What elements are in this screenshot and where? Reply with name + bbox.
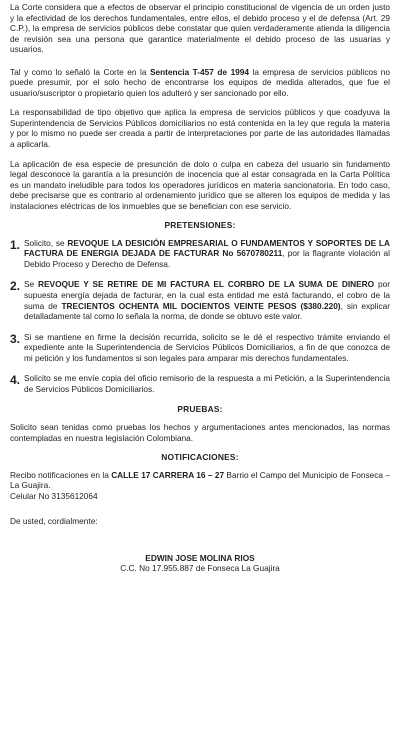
paragraph-pruebas: Solicito sean tenidas como pruebas los hechos y argumentaciones antes mencionados, las normas contempladas en nuestra legislación Colombiana. [10, 421, 390, 443]
pretensiones-heading: PRETENSIONES: [164, 220, 236, 231]
item-body: Si se mantiene en firme la decisión recurrida, solicito se le dé el respectivo trámite enviando el expediente ante la Superintendencia de Servicios Públicos Domiciliarios, a fin de que conozca de mi petición y los fundamentos si son legales para amparar mis derechos fundamentales. [24, 331, 390, 363]
pretension-item-4 [10, 373, 390, 394]
item-body [24, 279, 390, 321]
item-number: 3. [10, 331, 21, 346]
paragraph-sentencia-text-c: la empresa de servicios públicos no puede presumir, por el solo hecho de encontrarse los equipos de medida alterados, que fue el usuario/suscriptor o propietario quien los adulteró y ser sancionado por ello. [10, 66, 390, 98]
pruebas-heading: PRUEBAS: [177, 404, 223, 415]
paragraph-sentencia-text-a: Tal y como lo señaló la Corte en la [10, 66, 150, 77]
signer-name: EDWIN JOSE MOLINA RIOS [145, 552, 255, 563]
item-text: , por la flagrante violación al Debido Proceso y Derecho de Defensa. [24, 248, 390, 269]
paragraph-responsabilidad: La responsabilidad de tipo objetivo que aplica la empresa de servicios públicos y que coadyuva la Superintendencia de Servicios Públicos domiciliarios no está contenida en la ley que regula la materia y por lo mismo no puede ser creada a partir de interpretaciones por parte de las autoridades llamadas a aplicarla. [10, 107, 390, 150]
item-number: 4. [10, 373, 21, 388]
item-text: Solicito, se [24, 237, 68, 248]
item-bold-text: REVOQUE LA DESICIÓN EMPRESARIAL O FUNDAMENTOS Y SOPORTES DE LA FACTURA DE ENERGIA DEJADA DE FACTURAR No 5670780211 [24, 237, 390, 259]
sentencia-reference: Sentencia T-457 de 1994 [149, 66, 250, 77]
item-bold-amount: TRECIENTOS OCHENTA MIL DOCIENTOS VEINTE PESOS ($380.220) [61, 300, 341, 311]
paragraph-corte-considera: La Corte considera que a efectos de observar el principio constitucional de vigencia de un orden justo y la efectividad de los derechos fundamentales, entre ellos, el debido proceso y el de defensa (Art. 29 C.P.), la empresa de servicios públicos debe constatar que quien verdaderamente atienda la diligencia de revisión sea una persona que garantice materialmente el debido proceso de las usuarias y usuarios. [10, 2, 390, 55]
notificaciones-heading: NOTIFICACIONES: [161, 452, 239, 463]
item-bold-text: REVOQUE Y SE RETIRE DE MI FACTURA EL CORBRO DE LA SUMA DE DINERO [38, 279, 375, 290]
item-text: Se [24, 279, 39, 290]
item-text: por supuesta energía dejada de facturar, en la cual esta entidad me está facturando, el cobro de la suma de [24, 279, 391, 311]
item-body [24, 238, 390, 270]
paragraph-presuncion: La aplicación de esa especie de presunción de dolo o culpa en cabeza del usuario sin fundamento legal desconoce la garantía a la presunción de inocencia que al estar consagrada en la Carta Política es un mandato ineludible para todos los operadores jurídicos en materia sancionatoria. En todo caso, debe precisarse que es contrario al ordenamiento jurídico que se alteren los equipos de medida y las instalaciones eléctricas de los inmuebles que se benefician con ese servicio. [10, 158, 390, 211]
pretension-item-3 [10, 332, 390, 364]
signer-id: C.C. No 17.955.887 de Fonseca La Guajira [120, 563, 280, 574]
closing-line: De usted, cordialmente: [10, 516, 98, 527]
address-bold: CALLE 17 CARRERA 16 – 27 [111, 469, 225, 480]
pretension-item-2 [10, 279, 390, 321]
item-number: 2. [10, 279, 21, 294]
notificaciones-text: Recibo notificaciones en la [10, 469, 112, 480]
paragraph-sentencia [10, 67, 390, 99]
pretension-item-1 [10, 238, 390, 270]
celular-line: Celular No 3135612064 [10, 490, 98, 501]
item-text: , sin explicar detalladamente tal como lo señala la norma, de donde se obtuvo este valor. [24, 300, 390, 322]
item-body: Solicito se me envíe copia del oficio remisorio de la respuesta a mi Petición, a la Superintendencia de Servicios Públicos Domiciliarios. [24, 373, 390, 394]
paragraph-notificaciones [10, 470, 390, 491]
notificaciones-text: Barrio el Campo del Municipio de Fonseca – La Guajira. [10, 469, 390, 491]
signature-block [10, 553, 390, 574]
item-number: 1. [10, 237, 21, 252]
